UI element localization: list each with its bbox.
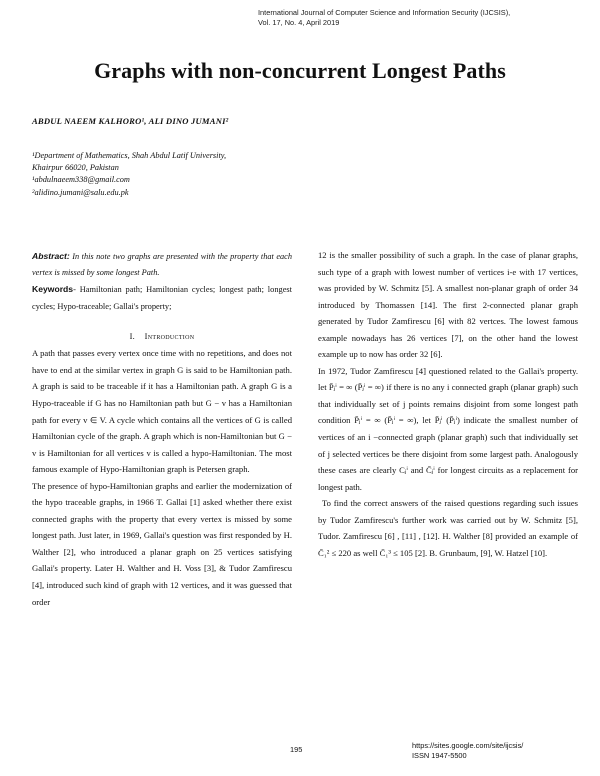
intro-paragraph-1: A path that passes every vertex once time with no repetitions, and does not have to end at the similar vertex in graph G is said to be Hamiltonian path. A graph is said to be traceable if it has a Hamiltonian path. A graph G is a Hypo-traceable if G has no Hamiltonian path but G − v has a Hamiltonian path for every v ∈ V. A cycle which contains all the vertices of G is called Hamiltonian cycle of the graph. A graph which is non-Hamiltonian but G − v is Hamiltonian for all vertices v is called a hypo-Hamiltonian. The most famous example of Hypo-Hamiltonian graph is Petersen graph. [32,348,292,475]
journal-line-2: Vol. 17, No. 4, April 2019 [258,17,340,27]
keywords-text: - Hamiltonian path; Hamiltonian cycles; longest path; longest cycles; Hypo-traceable; Gallai's property; [32,285,292,311]
section-number: I. [129,331,136,341]
left-column [32,248,292,610]
keywords [32,281,292,314]
footer-info [412,741,523,760]
intro-paragraph-2: The presence of hypo-Hamiltonian graphs and earlier the modernization of the hypo traceable graphs, in 1966 T. Gallai [1] asked whether there exist connected graphs with the property that every vertex is missed by some longest path. Just later, in 1969, Gallai's question was first responded by H. Walther [2], who introduced a planar graph on 25 vertices satisfying Gallai's property. Later H. Walther and H. Voss [3], & Tudor Zamfirescu [4], introduced such kind of graph with 12 vertices, and it was guessed that order [32,480,292,607]
email-1: ¹abdulnaeem338@gmail.com [32,175,130,185]
right-paragraph-1: 12 is the smaller possibility of such a graph. In the case of planar graphs, such type of a graph with lowest number of vertices i-e with 17 vertices, was provided by W. Schmitz [5]. A smallest non-planar graph of order 34 introduced by Thomassen [14]. The first 2-connected planar graph generated by Tudor Zamfirescu [6] with 82 vertces. The lowest famous example nowadays has 26 vertices [7], on the other hand the lowest example up to now has order 32 [6]. [318,250,578,360]
right-paragraph-3: To find the correct answers of the raised questions regarding such issues by Tudor Zamfirescu's further work was carried out by W. Schmitz [5], Tudor. Zamfirescu [6] , [11] , [12]. H. Walther [8] provided an example of C̄₁² ≤ 220 as well C̄₁³ ≤ 105 [2]. B. Grunbaum, [9], W. Hatzel [10]. [318,498,578,558]
section-title: Introduction [144,331,195,341]
right-paragraph-2: In 1972, Tudor Zamfirescu [4] questioned related to the Gallai's property. let P̄ⱼⁱ = ∞ (P̄ⱼⁱ = ∞) if there is no any i connected graph (planar graph) such that individually set of j points remains disjoint from some longest path condition P̄ⱼⁱ = ∞ (P̄ⱼⁱ = ∞), let P̄ⱼⁱ (P̄ⱼⁱ) indicate the smallest number of vertices of an i −connected graph (planar graph) such that individually set of j selected vertices be there disjoint from some largest path. Analogously these cases are clearly Cⱼⁱ and C̄ⱼⁱ for longest circuits as a replacement for longest path. [318,365,578,492]
abstract-text: In this note two graphs are presented with the property that each vertex is missed by some longest Path. [32,252,292,278]
journal-line-1: International Journal of Computer Science and Information Security (IJCSIS), [258,8,511,17]
page-number: 195 [290,745,303,754]
abstract-label: Abstract: [32,251,70,261]
right-column [318,247,578,561]
issn: ISSN 1947-5500 [412,750,467,760]
authors: ABDUL NAEEM KALHORO¹, ALI DINO JUMANI² [32,116,229,126]
journal-header [258,8,578,27]
paper-title: Graphs with non-concurrent Longest Paths [94,58,506,83]
affiliation-line-2: Khairpur 66020, Pakistan [32,163,119,173]
abstract [32,248,292,281]
affiliation [32,150,332,199]
section-heading [32,329,292,346]
affiliation-line-1: ¹Department of Mathematics, Shah Abdul Latif University, [32,151,227,160]
email-2: ²alidino.jumani@salu.edu.pk [32,187,129,197]
journal-url: https://sites.google.com/site/ijcsis/ [412,741,524,750]
keywords-label: Keywords [32,284,74,295]
